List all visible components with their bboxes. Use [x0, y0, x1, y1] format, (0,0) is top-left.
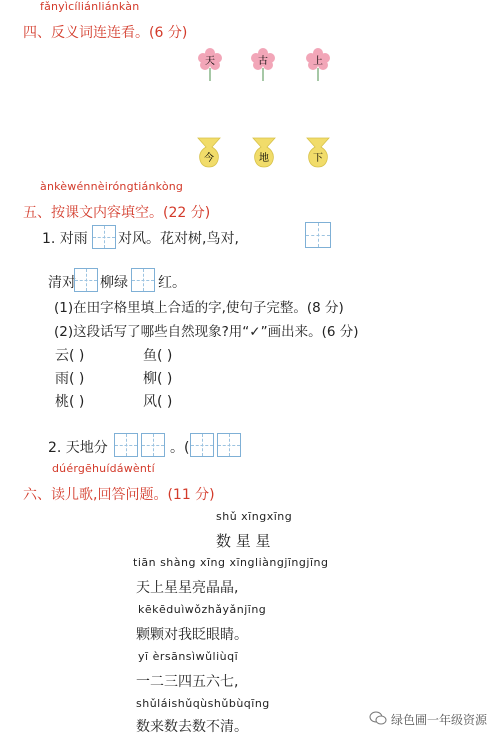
- tianzige-box-1[interactable]: [92, 225, 116, 249]
- tianzige-box-5[interactable]: [114, 433, 138, 457]
- poem-line-3: 一二三四五六七,: [136, 674, 239, 690]
- sub-question-1: (1)在田字格里填上合适的字,使句子完整。(8 分): [54, 300, 344, 316]
- flower-1: [198, 48, 222, 82]
- q1-line2-b: 柳绿: [100, 275, 128, 291]
- poem-line-1-pinyin: tiān shàng xīng xīngliàngjīngjīng: [133, 556, 329, 569]
- watermark-text: 绿色圃一年级资源: [390, 713, 487, 727]
- watermark: [369, 711, 487, 728]
- sec5-title: 五、按课文内容填空。(22 分): [23, 205, 211, 221]
- sec5-pinyin: ànkèwénnèiróngtiánkòng: [40, 180, 184, 193]
- q1-line1-b: 对风。花对树,鸟对,: [118, 231, 239, 247]
- sec4-pinyin: fǎnyìcíliánliánkàn: [40, 0, 140, 13]
- q2-punct: 。(: [170, 440, 190, 456]
- poem-line-4-pinyin: shǔláishǔqùshǔbùqīng: [136, 697, 270, 710]
- q2-text: 2. 天地分: [48, 440, 108, 456]
- vase-char-2: 地: [259, 153, 269, 164]
- choice-wind[interactable]: 风( ): [143, 394, 173, 410]
- vase-3: [305, 136, 331, 168]
- tianzige-box-8[interactable]: [217, 433, 241, 457]
- poem-line-2-pinyin: kēkēduìwǒzhǎyǎnjīng: [138, 603, 267, 616]
- poem-line-3-pinyin: yī èrsānsìwǔliùqī: [138, 650, 239, 663]
- vase-char-3: 下: [313, 153, 323, 164]
- choice-willow[interactable]: 柳( ): [143, 371, 173, 387]
- tianzige-box-2[interactable]: [305, 222, 331, 248]
- q1-line2-a: 清对: [48, 275, 76, 291]
- poem-title-pinyin: shǔ xīngxīng: [216, 510, 293, 523]
- tianzige-box-7[interactable]: [190, 433, 214, 457]
- poem-line-1: 天上星星亮晶晶,: [136, 580, 239, 596]
- flower-char-2: 古: [258, 56, 268, 67]
- flower-2: [251, 48, 275, 82]
- vase-1: [196, 136, 222, 168]
- sec6-pinyin: dúérgēhuídáwèntí: [52, 462, 155, 475]
- choice-fish[interactable]: 鱼( ): [143, 348, 173, 364]
- wechat-icon: [369, 711, 387, 728]
- poem-line-4: 数来数去数不清。: [136, 719, 248, 735]
- sec4-title: 四、反义词连连看。(6 分): [23, 25, 188, 41]
- tianzige-box-4[interactable]: [131, 268, 155, 292]
- choice-peach[interactable]: 桃( ): [55, 394, 85, 410]
- flower-3: [306, 48, 330, 82]
- flower-char-3: 上: [313, 56, 323, 67]
- q1-line1-a: 1. 对雨: [42, 231, 88, 247]
- poem-title: 数 星 星: [216, 532, 271, 550]
- q1-line2-c: 红。: [158, 275, 186, 291]
- vase-2: [251, 136, 277, 168]
- sub-question-2: (2)这段话写了哪些自然现象?用“✓”画出来。(6 分): [54, 324, 359, 340]
- choice-rain[interactable]: 雨( ): [55, 371, 85, 387]
- vase-char-1: 今: [204, 153, 214, 164]
- flower-char-1: 天: [205, 56, 215, 67]
- sec6-title: 六、读儿歌,回答问题。(11 分): [23, 487, 215, 503]
- tianzige-box-6[interactable]: [141, 433, 165, 457]
- choice-cloud[interactable]: 云( ): [55, 348, 85, 364]
- tianzige-box-3[interactable]: [74, 268, 98, 292]
- poem-line-2: 颗颗对我眨眼睛。: [136, 627, 248, 643]
